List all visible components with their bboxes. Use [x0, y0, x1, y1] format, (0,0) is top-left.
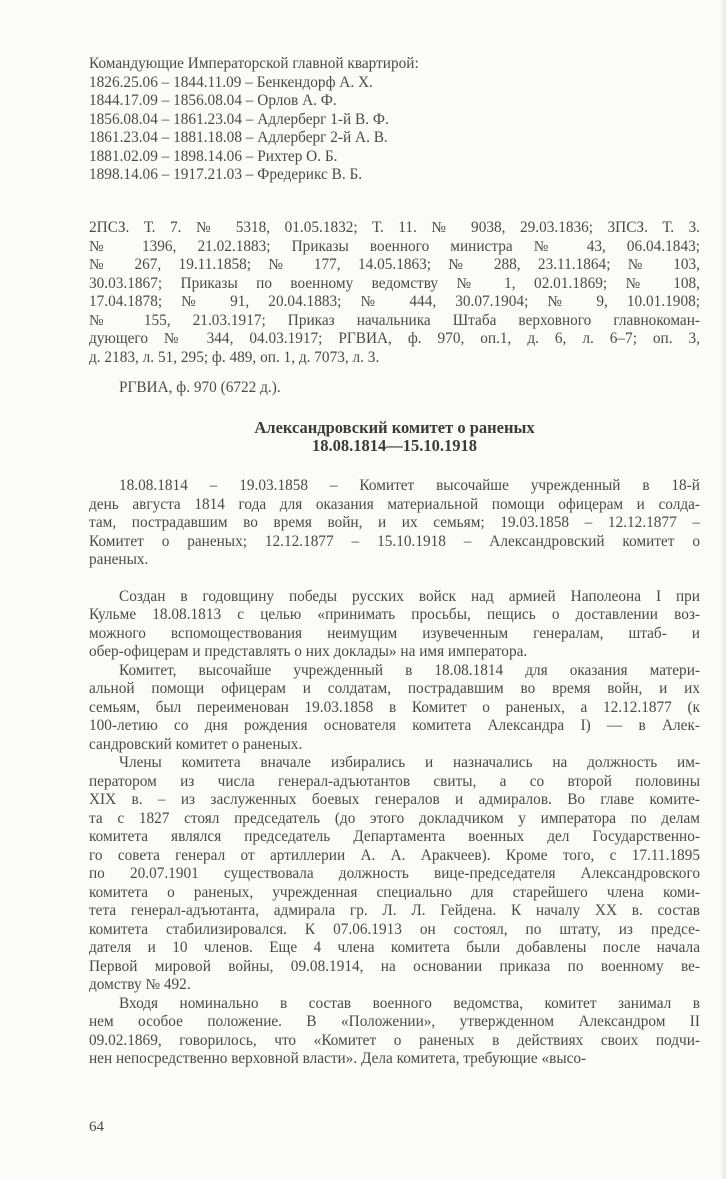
paragraph-line: Первой мировой войны, 09.08.1914, на основании приказа по военному ве-: [89, 957, 700, 975]
page-edge-shadow: [720, 0, 726, 1179]
paragraph-line: Создан в годовщину победы русских войск над армией Наполеона I при: [119, 587, 700, 605]
paragraph-line: семьям, был переименован 19.03.1858 в Комитет о раненых, а 12.12.1877 (к: [89, 698, 700, 716]
paragraph-line: день августа 1814 года для оказания материальной помощи офицерам и солда-: [89, 495, 700, 513]
paragraph-line: раненых.: [89, 551, 149, 568]
paragraph-line: XIX в. – из заслуженных боевых генералов и адмиралов. Во главе комите-: [89, 791, 700, 808]
sources-block: [89, 219, 700, 398]
paragraph-line: Входя номинально в состав военного ведомства, комитет занимал в: [119, 994, 700, 1012]
commanders-list: [89, 55, 700, 185]
paragraph-line: Члены комитета вначале избирались и назначались на должность им-: [119, 754, 700, 771]
paragraph-line: нем особое положение. В «Положении», утвержденном Александром II: [89, 1013, 700, 1030]
commander-line: 1826.25.06 – 1844.11.09 – Бенкендорф А. Х.: [89, 73, 373, 91]
paragraph: [89, 662, 700, 755]
source-line: 30.03.1867; Приказы по военному ведомству № 1, 02.01.1869; № 108,: [89, 274, 700, 292]
commander-line: 1898.14.06 – 1917.21.03 – Фредерикс В. Б.: [89, 166, 363, 183]
paragraph: [89, 995, 700, 1069]
commander-line: 1856.08.04 – 1861.23.04 – Адлерберг 1-й В. Ф.: [89, 110, 389, 128]
paragraph-line: сандровский комитет о раненых.: [89, 735, 303, 753]
paragraph-line: Комитет о раненых; 12.12.1877 – 15.10.1918 – Александровский комитет о: [89, 532, 700, 550]
paragraph: [89, 477, 700, 570]
source-line: д. 2183, л. 51, 295; ф. 489, оп. 1, д. 7073, л. 3.: [89, 348, 380, 366]
paragraph-line: ператором из числа генерал-адъютантов свиты, а со второй половины: [89, 772, 700, 790]
source-line: дующего № 344, 04.03.1917; РГВИА, ф. 970, оп.1, д. 6, л. 6–7; оп. 3,: [89, 330, 700, 347]
source-line: № 155, 21.03.1917; Приказ начальника Штаба верховного главнокоман-: [89, 311, 700, 329]
paragraph-line: по 20.07.1901 существовала должность вице-председателя Александровского: [89, 865, 700, 882]
archive-reference: РГВИА, ф. 970 (6722 д.).: [119, 379, 281, 396]
body-text: [89, 477, 700, 1069]
commander-line: 1861.23.04 – 1881.18.08 – Адлерберг 2-й А. В.: [89, 129, 388, 146]
commander-line: 1844.17.09 – 1856.08.04 – Орлов А. Ф.: [89, 92, 337, 109]
paragraph-line: обер-офицерам и представлять о них доклады» на имя императора.: [89, 643, 528, 660]
paragraph-line: 100-летию со дня рождения основателя комитета Александра I) — в Алек-: [89, 717, 700, 734]
source-line: № 267, 19.11.1858; № 177, 14.05.1863; № 288, 23.11.1864; № 103,: [89, 256, 700, 273]
source-line: 17.04.1878; № 91, 20.04.1883; № 444, 30.07.1904; № 9, 10.01.1908;: [89, 293, 700, 310]
paragraph-line: там, пострадавшим во время войн, и их семьям; 19.03.1858 – 12.12.1877 –: [89, 514, 700, 531]
paragraph: [89, 588, 700, 662]
paragraph-line: тета генерал-адъютанта, адмирала гр. Л. Л. Гейдена. К началу XX в. состав: [89, 902, 700, 919]
paragraph-line: домству № 492.: [89, 976, 191, 993]
commander-line: 1881.02.09 – 1898.14.06 – Рихтер О. Б.: [89, 147, 338, 165]
paragraph: [89, 754, 700, 995]
paragraph-line: Кульме 18.08.1813 с целью «принимать просьбы, пещись о доставлении воз-: [89, 606, 700, 623]
paragraph-line: комитета стабилизировался. К 07.06.1913 он состоял, по штату, из предсе-: [89, 920, 700, 938]
paragraph-line: нен непосредственно верховной власти». Дела комитета, требующие «высо-: [89, 1050, 587, 1067]
paragraph-line: комитета о раненых, учрежденная специально для старейшего члена коми-: [89, 883, 700, 901]
paragraph-line: можного вспомоществования неимущим изувеченным генералам, штаб- и: [89, 624, 700, 642]
section-heading: Александровский комитет о раненых: [254, 418, 535, 437]
section-heading-dates: 18.08.1814—15.10.1918: [312, 436, 477, 455]
paragraph-line: 09.02.1869, говорилось, что «Комитет о раненых в действиях своих подчи-: [89, 1031, 700, 1049]
source-line: № 1396, 21.02.1883; Приказы военного министра № 43, 06.04.1843;: [89, 237, 700, 255]
paragraph-line: го совета генерал от артиллерии А. А. Аракчеев). Кроме того, с 17.11.1895: [89, 846, 700, 864]
page-number: 64: [89, 1119, 104, 1135]
commanders-title: Командующие Императорской главной квартирой:: [89, 55, 419, 72]
paragraph-line: дателя и 10 членов. Еще 4 члена комитета были добавлены после начала: [89, 939, 700, 956]
paragraph-line: 18.08.1814 – 19.03.1858 – Комитет высочайше учрежденный в 18-й: [119, 477, 700, 494]
paragraph-line: Комитет, высочайше учрежденный в 18.08.1814 для оказания матери-: [119, 661, 700, 679]
source-line: 2ПСЗ. Т. 7. № 5318, 01.05.1832; Т. 11. № 9038, 29.03.1836; 3ПСЗ. Т. 3.: [89, 219, 700, 236]
paragraph-line: комитета являлся председатель Департамента военных дел Государственно-: [89, 828, 700, 845]
paragraph-line: та с 1827 стоял председатель (до этого докладчиком у императора по делам: [89, 809, 700, 827]
paragraph-line: альной помощи офицерам и солдатам, пострадавшим во время войн, и их: [89, 680, 700, 697]
